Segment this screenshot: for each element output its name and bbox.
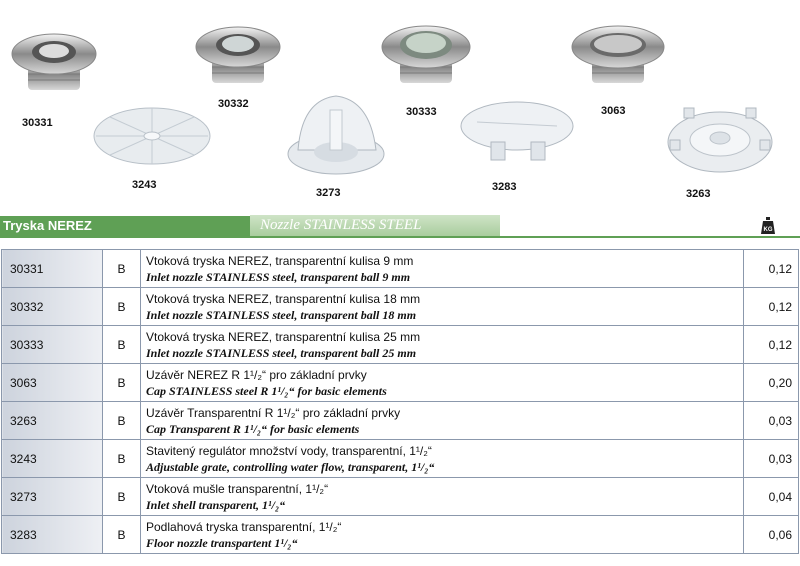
group-cell: B xyxy=(103,516,141,554)
description-cell xyxy=(141,440,744,478)
product-photos xyxy=(0,0,800,212)
product-code-cell: 3283 xyxy=(2,516,103,554)
product-code: 3243 xyxy=(132,179,157,191)
description-en: Inlet shell transparent, 1¹/₂“ xyxy=(146,497,286,512)
description-cz: Uzávěr NEREZ R 1¹/₂“ pro základní prvky xyxy=(146,367,367,382)
table-row xyxy=(2,516,799,554)
description-en: Adjustable grate, controlling water flow, transparent, 1¹/₂“ xyxy=(146,459,435,474)
description-en: Cap Transparent R 1¹/₂“ for basic elements xyxy=(146,421,360,436)
group-cell: B xyxy=(103,250,141,288)
table-row xyxy=(2,478,799,516)
description-cell xyxy=(141,364,744,402)
weight-cell: 0,03 xyxy=(744,440,799,478)
group-cell: B xyxy=(103,364,141,402)
weight-cell: 0,04 xyxy=(744,478,799,516)
product-image-3243 xyxy=(92,105,212,167)
group-cell: B xyxy=(103,288,141,326)
product-table xyxy=(1,249,799,554)
product-code: 3273 xyxy=(316,187,341,199)
table-row xyxy=(2,288,799,326)
description-cz: Stavitený regulátor množství vody, transparentní, 1¹/₂“ xyxy=(146,443,432,458)
product-code-cell: 30332 xyxy=(2,288,103,326)
description-cz: Uzávěr Transparentní R 1¹/₂“ pro základní prvky xyxy=(146,405,401,420)
section-title-en: Nozzle STAINLESS STEEL xyxy=(260,217,422,233)
table-row xyxy=(2,364,799,402)
description-en: Inlet nozzle STAINLESS steel, transparent ball 18 mm xyxy=(146,307,417,322)
product-code-cell: 3263 xyxy=(2,402,103,440)
description-en: Inlet nozzle STAINLESS steel, transparent ball 25 mm xyxy=(146,345,417,360)
group-cell: B xyxy=(103,478,141,516)
product-image-3273 xyxy=(284,92,394,178)
weight-cell: 0,20 xyxy=(744,364,799,402)
description-cell xyxy=(141,402,744,440)
description-cz: Podlahová tryska transparentní, 1¹/₂“ xyxy=(146,519,342,534)
group-cell: B xyxy=(103,440,141,478)
description-cell xyxy=(141,326,744,364)
weight-cell: 0,12 xyxy=(744,288,799,326)
product-image-30332 xyxy=(192,15,284,87)
product-code-cell: 3063 xyxy=(2,364,103,402)
product-code: 30331 xyxy=(22,117,53,129)
table-row xyxy=(2,326,799,364)
svg-text:KG: KG xyxy=(763,227,773,233)
description-cz: Vtoková tryska NEREZ, transparentní kulisa 18 mm xyxy=(146,291,421,306)
group-cell: B xyxy=(103,402,141,440)
section-title-cz: Tryska NEREZ xyxy=(3,218,92,233)
description-cz: Vtoková tryska NEREZ, transparentní kulisa 9 mm xyxy=(146,253,414,268)
product-code-cell: 3243 xyxy=(2,440,103,478)
description-cell xyxy=(141,288,744,326)
description-cell xyxy=(141,516,744,554)
product-code: 30332 xyxy=(218,98,249,110)
product-image-30331 xyxy=(8,22,100,94)
description-en: Floor nozzle transpartent 1¹/₂“ xyxy=(146,535,298,550)
description-en: Cap STAINLESS steel R 1¹/₂“ for basic elements xyxy=(146,383,387,398)
description-cell xyxy=(141,478,744,516)
product-image-3063 xyxy=(568,15,668,87)
description-cz: Vtoková tryska NEREZ, transparentní kulisa 25 mm xyxy=(146,329,421,344)
product-code-cell: 30331 xyxy=(2,250,103,288)
group-cell: B xyxy=(103,326,141,364)
description-cell xyxy=(141,250,744,288)
product-image-3263 xyxy=(664,100,776,180)
weight-cell: 0,03 xyxy=(744,402,799,440)
product-code-cell: 3273 xyxy=(2,478,103,516)
description-cz: Vtoková mušle transparentní, 1¹/₂“ xyxy=(146,481,329,496)
product-code: 3263 xyxy=(686,188,711,200)
weight-cell: 0,12 xyxy=(744,250,799,288)
table-row xyxy=(2,440,799,478)
description-en: Inlet nozzle STAINLESS steel, transparent ball 9 mm xyxy=(146,269,411,284)
product-code: 3063 xyxy=(601,105,626,117)
product-code: 3283 xyxy=(492,181,517,193)
table-row xyxy=(2,250,799,288)
weight-cell: 0,06 xyxy=(744,516,799,554)
product-code: 30333 xyxy=(406,106,437,118)
section-header xyxy=(0,215,800,239)
product-image-30333 xyxy=(378,15,474,87)
weight-kg-icon xyxy=(760,217,776,235)
weight-cell: 0,12 xyxy=(744,326,799,364)
product-code-cell: 30333 xyxy=(2,326,103,364)
table-row xyxy=(2,402,799,440)
product-image-3283 xyxy=(457,98,579,164)
